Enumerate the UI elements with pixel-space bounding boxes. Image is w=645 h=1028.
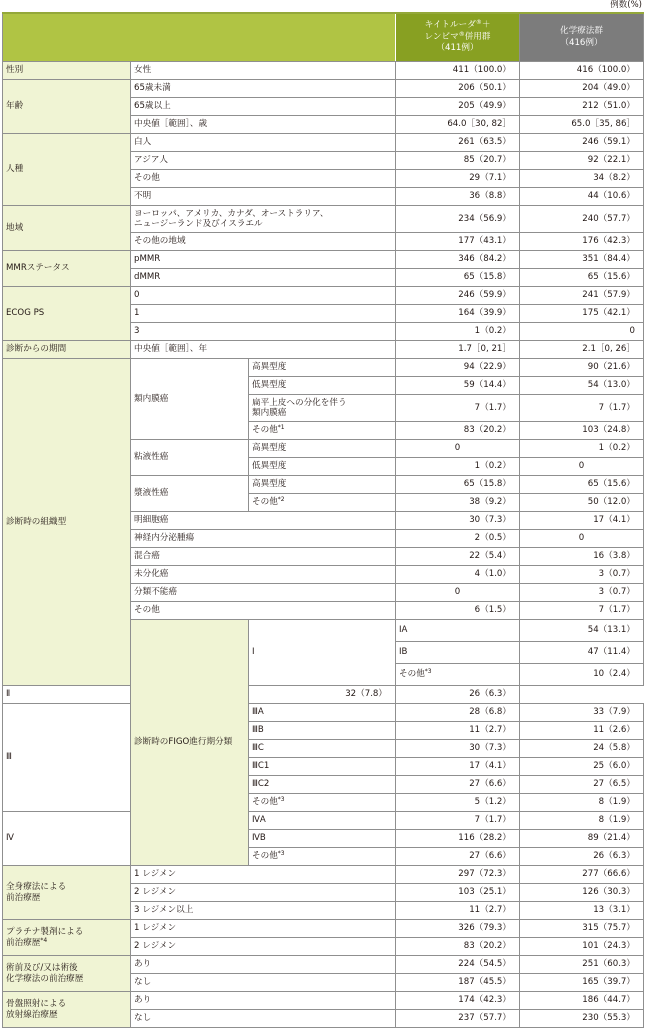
row-sublabel: 中央値［範囲］、年 [131,341,396,359]
chemo-value: 165（39.7） [520,974,644,992]
table-row [3,992,644,1010]
keytruda-value: 261（63.5） [396,134,520,152]
table-row [3,812,644,830]
row-sublabel: あり [131,992,396,1010]
keytruda-value: 206（50.1） [396,80,520,98]
keytruda-value: 83（20.2） [396,938,520,956]
table-row [3,686,644,704]
keytruda-value: 0 [396,584,520,602]
keytruda-value: 59（14.4） [396,377,520,395]
row-group-label: 漿液性癌 [131,476,249,512]
row-sublabel: 1 レジメン [131,866,396,884]
header-keytruda-group: キイトルーダ®＋ レンビマ®併用群 （411例） [396,13,520,62]
chemo-value: 33（7.9） [520,704,644,722]
row-sublabel: ⅣB [249,830,396,848]
chemo-value: 175（42.1） [520,305,644,323]
chemo-value: 351（84.4） [520,251,644,269]
row-sublabel: 高異型度 [249,476,396,494]
row-sublabel: 高異型度 [249,359,396,377]
keytruda-value: 237（57.7） [396,1010,520,1028]
chemo-value: 24（5.8） [520,740,644,758]
table-row [3,359,644,377]
row-sublabel: 3 レジメン以上 [131,902,396,920]
row-sublabel: その他$^{*1}$ [249,422,396,440]
keytruda-value: 29（7.1） [396,170,520,188]
row-sublabel: ⅢC1 [249,758,396,776]
keytruda-value: 47（11.4） [520,642,644,664]
chemo-value: 1（0.2） [520,440,644,458]
keytruda-value: 38（9.2） [396,494,520,512]
chemo-value: 186（44.7） [520,992,644,1010]
chemo-value: 65（15.6） [520,476,644,494]
header-blank-right [249,13,396,62]
keytruda-value: 7（1.7） [396,395,520,422]
row-sublabel: 低異型度 [249,458,396,476]
chemo-value: 89（21.4） [520,830,644,848]
chemo-value: 251（60.3） [520,956,644,974]
table-row [3,341,644,359]
row-group-label: 類内膜癌 [131,359,249,440]
row-sublabel: その他$^{*3}$ [249,848,396,866]
keytruda-value: 1（0.2） [396,458,520,476]
chemo-value: 8（1.9） [520,812,644,830]
chemo-value: 240（57.7） [520,206,644,233]
row-sublabel: ⅢC [249,740,396,758]
chemo-value: 90（21.6） [520,359,644,377]
keytruda-value: 187（45.5） [396,974,520,992]
chemo-value: 92（22.1） [520,152,644,170]
keytruda-value: 6（1.5） [396,602,520,620]
baseline-characteristics-table [2,12,644,1028]
row-group-label: Ⅲ [3,704,131,812]
row-sublabel: アジア人 [131,152,396,170]
chemo-value: 0 [520,530,644,548]
chemo-value: 246（59.1） [520,134,644,152]
row-sublabel: 1 [131,305,396,323]
keytruda-value: 85（20.7） [396,152,520,170]
row-label: 診断時のFIGO進行期分類 [131,620,249,866]
table-row [3,920,644,938]
row-sublabel: 2 レジメン [131,884,396,902]
row-sublabel: その他 [131,602,396,620]
keytruda-value: 83（20.2） [396,422,520,440]
row-label: 診断からの期間 [3,341,131,359]
row-group-label: Ⅳ [3,812,131,866]
chemo-value: 2.1［0, 26］ [520,341,644,359]
row-label: 全身療法による 前治療歴 [3,866,131,920]
chemo-value: 7（1.7） [520,395,644,422]
header-chemo-group: 化学療法群 （416例） [520,13,644,62]
row-sublabel: 神経内分泌腫瘍 [131,530,396,548]
keytruda-value: 164（39.9） [396,305,520,323]
chemo-value: 0 [520,323,644,341]
chemo-value: 176（42.3） [520,233,644,251]
keytruda-value: 234（56.9） [396,206,520,233]
row-sublabel: 65歳以上 [131,98,396,116]
row-sublabel: その他の地域 [131,233,396,251]
keytruda-value: 65（15.8） [396,476,520,494]
header-blank [3,13,249,62]
chemo-value: 3（0.7） [520,584,644,602]
row-sublabel: 3 [131,323,396,341]
chemo-value: 26（6.3） [396,686,520,704]
keytruda-value: 17（4.1） [396,758,520,776]
row-sublabel: 1 レジメン [131,920,396,938]
chemo-value: 13（3.1） [520,902,644,920]
keytruda-value: 27（6.6） [396,848,520,866]
chemo-value: 101（24.3） [520,938,644,956]
keytruda-value: 11（2.7） [396,722,520,740]
table-row [3,251,644,269]
row-label: 性別 [3,62,131,80]
row-sublabel: なし [131,974,396,992]
keytruda-value: 0 [396,440,520,458]
row-sublabel: ⅢA [249,704,396,722]
row-label: 術前及び/又は術後 化学療法の前治療歴 [3,956,131,992]
keytruda-value: 411（100.0） [396,62,520,80]
chemo-value: 16（3.8） [520,548,644,566]
row-sublabel: 中央値［範囲］、歳 [131,116,396,134]
row-label: 年齢 [3,80,131,134]
keytruda-value: 7（1.7） [396,812,520,830]
table-row [3,956,644,974]
row-sublabel: その他$^{*2}$ [249,494,396,512]
keytruda-value: 326（79.3） [396,920,520,938]
keytruda-value: 174（42.3） [396,992,520,1010]
keytruda-value: 27（6.6） [396,776,520,794]
row-sublabel: ⅢB [249,722,396,740]
keytruda-value: 224（54.5） [396,956,520,974]
chemo-value: 126（30.3） [520,884,644,902]
table-row [3,287,644,305]
keytruda-value: 116（28.2） [396,830,520,848]
row-label: 地域 [3,206,131,251]
table-row [3,80,644,98]
keytruda-value: 4（1.0） [396,566,520,584]
chemo-value: 65（15.6） [520,269,644,287]
table-row [3,866,644,884]
keytruda-value: 22（5.4） [396,548,520,566]
keytruda-value: 30（7.3） [396,512,520,530]
row-group-label: 粘液性癌 [131,440,249,476]
chemo-value: 277（66.6） [520,866,644,884]
unit-note: 例数(%) [610,0,642,10]
chemo-value: 212（51.0） [520,98,644,116]
row-sublabel: 未分化癌 [131,566,396,584]
keytruda-value: 177（43.1） [396,233,520,251]
chemo-value: 11（2.6） [520,722,644,740]
table-row [3,62,644,80]
keytruda-value: 297（72.3） [396,866,520,884]
row-sublabel: その他$^{*3}$ [249,794,396,812]
row-sublabel: 扁平上皮への分化を伴う 類内膜癌 [249,395,396,422]
row-group-label: Ⅰ [249,620,396,686]
chemo-value: 34（8.2） [520,170,644,188]
chemo-value: 65.0［35, 86］ [520,116,644,134]
row-sublabel: あり [131,956,396,974]
keytruda-value: 246（59.9） [396,287,520,305]
chemo-value: 8（1.9） [520,794,644,812]
row-sublabel: 分類不能癌 [131,584,396,602]
row-sublabel: ヨーロッパ、アメリカ、カナダ、オーストラリア、 ニュージーランド及びイスラエル [131,206,396,233]
row-label: 診断時の組織型 [3,359,131,686]
keytruda-value: 103（25.1） [396,884,520,902]
chemo-value: 204（49.0） [520,80,644,98]
chemo-value: 54（13.0） [520,377,644,395]
row-sublabel: ⅢC2 [249,776,396,794]
row-label: 人種 [3,134,131,206]
keytruda-value: 30（7.3） [396,740,520,758]
chemo-value: 416（100.0） [520,62,644,80]
chemo-value: 315（75.7） [520,920,644,938]
row-sublabel: 高異型度 [249,440,396,458]
row-sublabel: dMMR [131,269,396,287]
row-sublabel: 65歳未満 [131,80,396,98]
row-sublabel: 混合癌 [131,548,396,566]
chemo-value: 241（57.9） [520,287,644,305]
row-sublabel: 不明 [131,188,396,206]
row-sublabel: ⅠB [396,642,520,664]
row-sublabel: 女性 [131,62,396,80]
chemo-value: 26（6.3） [520,848,644,866]
chemo-value: 50（12.0） [520,494,644,512]
chemo-value: 230（55.3） [520,1010,644,1028]
row-sublabel: ⅣA [249,812,396,830]
keytruda-value: 5（1.2） [396,794,520,812]
keytruda-value: 54（13.1） [520,620,644,642]
chemo-value: 25（6.0） [520,758,644,776]
row-sublabel: 0 [131,287,396,305]
table-row [3,206,644,233]
chemo-value: 27（6.5） [520,776,644,794]
keytruda-value: 28（6.8） [396,704,520,722]
keytruda-value: 11（2.7） [396,902,520,920]
keytruda-value: 2（0.5） [396,530,520,548]
row-label: MMRステータス [3,251,131,287]
row-sublabel: なし [131,1010,396,1028]
chemo-value: 3（0.7） [520,566,644,584]
row-sublabel: その他$^{*3}$ [396,664,520,686]
row-sublabel: 明細胞癌 [131,512,396,530]
row-sublabel: ⅠA [396,620,520,642]
chemo-value: 17（4.1） [520,512,644,530]
keytruda-value: 205（49.9） [396,98,520,116]
row-label: ECOG PS [3,287,131,341]
keytruda-value: 10（2.4） [520,664,644,686]
keytruda-value: 1（0.2） [396,323,520,341]
keytruda-value: 36（8.8） [396,188,520,206]
keytruda-value: 32（7.8） [249,686,396,704]
row-label: 骨盤照射による 放射線治療歴 [3,992,131,1028]
table-row [3,134,644,152]
chemo-value: 103（24.8） [520,422,644,440]
chemo-value: 0 [520,458,644,476]
row-sublabel: 白人 [131,134,396,152]
row-sublabel: pMMR [131,251,396,269]
row-group-label: Ⅱ [3,686,249,704]
keytruda-value: 94（22.9） [396,359,520,377]
keytruda-value: 64.0［30, 82］ [396,116,520,134]
chemo-value: 7（1.7） [520,602,644,620]
keytruda-value: 1.7［0, 21］ [396,341,520,359]
row-sublabel: その他 [131,170,396,188]
table-row [3,704,644,722]
row-sublabel: 2 レジメン [131,938,396,956]
row-sublabel: 低異型度 [249,377,396,395]
chemo-value: 44（10.6） [520,188,644,206]
keytruda-value: 65（15.8） [396,269,520,287]
table-header-row [3,13,644,62]
row-label: プラチナ製剤による 前治療歴$^{*4}$ [3,920,131,956]
keytruda-value: 346（84.2） [396,251,520,269]
